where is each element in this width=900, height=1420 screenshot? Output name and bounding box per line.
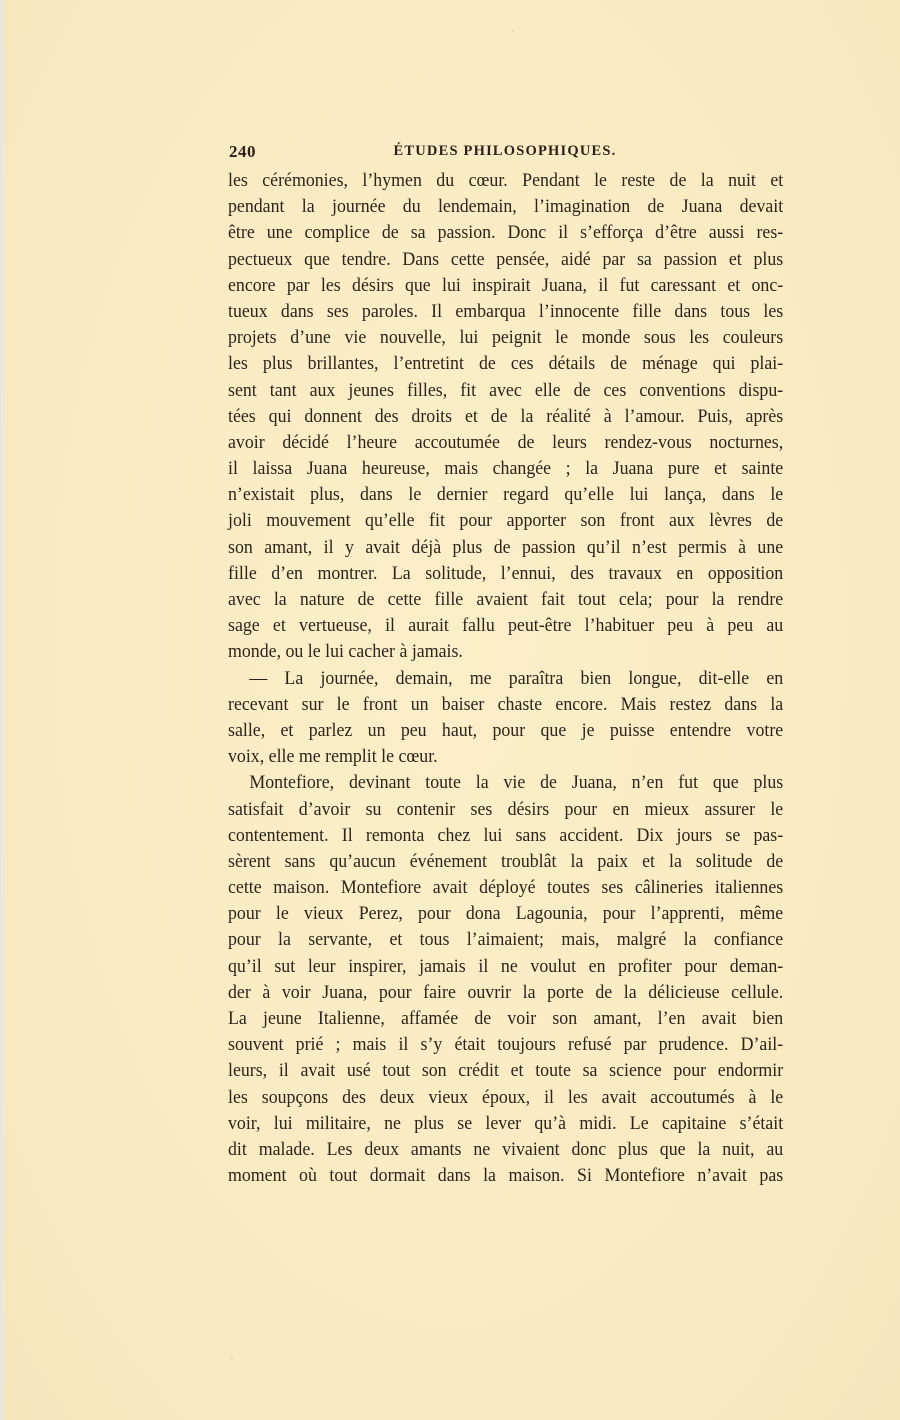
text-line: tées qui donnent des droits et de la réalité à l’amour. Puis, après (228, 405, 784, 427)
text-line: les soupçons des deux vieux époux, il les avait accoutumés à le (228, 1086, 784, 1108)
text-line: fille d’en montrer. La solitude, l’ennui, des travaux en opposition (228, 562, 784, 584)
text-line: der à voir Juana, pour faire ouvrir la porte de la délicieuse cellule. (228, 981, 784, 1003)
page-header (229, 142, 781, 164)
paragraph (228, 168, 784, 666)
text-line: son amant, il y avait déjà plus de passion qu’il n’est permis à une (228, 536, 784, 558)
text-line: pendant la journée du lendemain, l’imagination de Juana devait (228, 196, 784, 218)
text-line: avoir décidé l’heure accoutumée de leurs rendez-vous nocturnes, (228, 431, 784, 453)
body-text (228, 168, 784, 1189)
text-line: contentement. Il remonta chez lui sans accident. Dix jours se pas- (228, 824, 784, 846)
text-line: dit malade. Les deux amants ne vivaient donc plus que la nuit, au (228, 1138, 784, 1160)
text-line: satisfait d’avoir su contenir ses désirs pour en mieux assurer le (228, 798, 784, 820)
page-number: 240 (229, 142, 256, 161)
paper-speck (512, 30, 514, 32)
paragraph (228, 770, 784, 1189)
page-edge (0, 0, 4, 1420)
text-line: cette maison. Montefiore avait déployé toutes ses câlineries italiennes (228, 877, 784, 899)
text-line: recevant sur le front un baiser chaste encore. Mais restez dans la (228, 693, 784, 715)
text-line: souvent prié ; mais il s’y était toujours refusé par prudence. D’ail- (228, 1034, 784, 1056)
text-line: les cérémonies, l’hymen du cœur. Pendant le reste de la nuit et (228, 170, 784, 191)
paper-speck (231, 1357, 233, 1359)
text-line: pectueux que tendre. Dans cette pensée, aidé par sa passion et plus (228, 248, 784, 270)
text-line: sent tant aux jeunes filles, fit avec elle de ces conventions dispu- (228, 379, 784, 401)
text-line: — La journée, demain, me paraîtra bien longue, dit-elle en (249, 667, 784, 689)
text-line: il laissa Juana heureuse, mais changée ; la Juana pure et sainte (228, 458, 784, 480)
text-line: sage et vertueuse, il aurait fallu peut-être l’habituer peu à peu au (228, 615, 784, 637)
text-line: monde, ou le lui cacher à jamais. (228, 641, 463, 663)
text-line: tueux dans ses paroles. Il embarqua l’innocente fille dans tous les (228, 300, 784, 322)
text-line: leurs, il avait usé tout son crédit et toute sa science pour endormir (228, 1060, 784, 1082)
text-line: être une complice de sa passion. Donc il s’efforça d’être aussi res- (228, 222, 784, 244)
text-line: Montefiore, devinant toute la vie de Juana, n’en fut que plus (249, 772, 784, 794)
text-line: n’existait plus, dans le dernier regard qu’elle lui lança, dans le (228, 484, 784, 506)
running-head: ÉTUDES PHILOSOPHIQUES. (393, 143, 617, 159)
text-line: sèrent sans qu’aucun événement troublât la paix et la solitude de (228, 850, 784, 872)
text-line: projets d’une vie nouvelle, lui peignit le monde sous les couleurs (228, 327, 784, 349)
text-line: La jeune Italienne, affamée de voir son amant, l’en avait bien (228, 1008, 784, 1029)
text-line: qu’il sut leur inspirer, jamais il ne voulut en profiter pour deman- (228, 955, 784, 977)
text-line: encore par les désirs que lui inspirait Juana, il fut caressant et onc- (228, 274, 784, 296)
text-line: moment où tout dormait dans la maison. Si Montefiore n’avait pas (228, 1165, 784, 1187)
text-line: salle, et parlez un peu haut, pour que je puisse entendre votre (228, 719, 784, 741)
paragraph (228, 666, 784, 771)
text-line: joli mouvement qu’elle fit pour apporter son front aux lèvres de (228, 510, 784, 532)
text-line: voix, elle me remplit le cœur. (228, 746, 438, 768)
text-line: pour le vieux Perez, pour dona Lagounia, pour l’apprenti, même (228, 903, 784, 925)
text-line: pour la servante, et tous l’aimaient; mais, malgré la confiance (228, 929, 784, 951)
text-line: voir, lui militaire, ne plus se lever qu’à midi. Le capitaine s’était (228, 1112, 784, 1134)
text-line: avec la nature de cette fille avaient fait tout cela; pour la rendre (228, 589, 784, 610)
text-line: les plus brillantes, l’entretint de ces détails de ménage qui plai- (228, 353, 784, 375)
